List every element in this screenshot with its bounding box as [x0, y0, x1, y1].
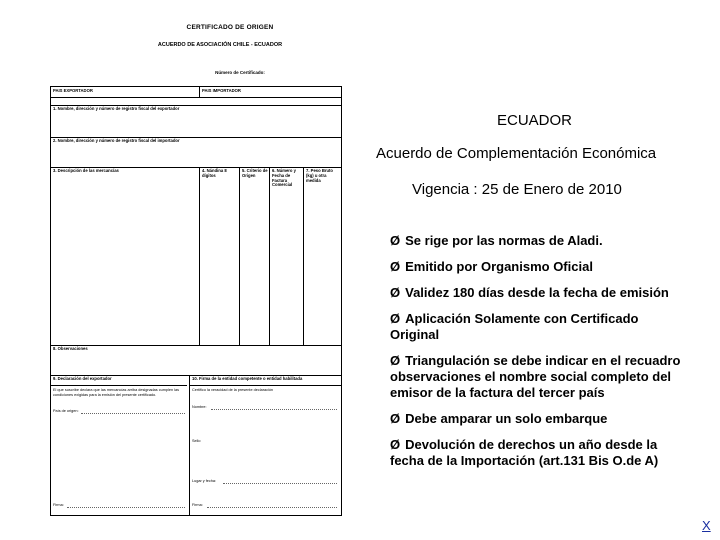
field-exporter-declaration: 9. Declaración del exportador [53, 376, 112, 381]
origin-country-line [81, 413, 185, 414]
slide-nav-link[interactable]: X [702, 518, 711, 533]
bullet-text: Validez 180 días desde la fecha de emisión [405, 285, 669, 300]
slide-validity: Vigencia : 25 de Enero de 2010 [412, 181, 622, 198]
form-rule [199, 87, 200, 97]
seal-label: Sello [192, 439, 201, 443]
form-rule [51, 385, 187, 386]
field-importer: 2. Nombre, dirección y número de registro fiscal del importador [53, 138, 180, 143]
signature-right-label: Firma: [192, 503, 203, 507]
field-importing-country: PAIS IMPORTADOR [202, 88, 241, 93]
slide-country: ECUADOR [497, 112, 573, 129]
field-observations: 8. Observaciones [53, 346, 88, 351]
form-rule [189, 385, 341, 386]
list-item [390, 411, 690, 427]
list-item [390, 259, 690, 275]
bullet-text: Emitido por Organismo Oficial [405, 259, 593, 274]
name-line [211, 409, 337, 410]
signature-left-line [67, 507, 185, 508]
signature-right-line [207, 507, 337, 508]
arrow-bullet-icon: Ø [390, 353, 401, 368]
bullet-text: Devolución de derechos un año desde la fecha de la Importación (art.131 Bis O.de A) [390, 437, 659, 468]
field-exporter: 1. Nombre, dirección y número de registro fiscal del exportador [53, 106, 180, 111]
declaration-text: El que suscribe declara que las mercancías arriba designadas cumplen las condiciones exigidas para la emisión del presente certificado. [53, 388, 179, 397]
arrow-bullet-icon: Ø [390, 285, 401, 300]
list-item [390, 437, 690, 469]
form-rule [189, 375, 190, 516]
bullet-list [390, 233, 690, 479]
list-item [390, 311, 690, 343]
slide-agreement: Acuerdo de Complementación Económica [376, 145, 657, 162]
arrow-bullet-icon: Ø [390, 437, 401, 452]
field-invoice: 6. Número y Fecha de Factura Comercial [272, 168, 296, 188]
certificate-number-label: Número de Certificado: [215, 70, 265, 75]
certificate-title: CERTIFICADO DE ORIGEN [186, 24, 274, 31]
form-rule [239, 167, 240, 345]
form-rule [199, 167, 200, 345]
field-gross-weight: 7. Peso Bruto (kg) u otra medida [306, 168, 333, 183]
arrow-bullet-icon: Ø [390, 233, 401, 248]
field-exporting-country: PAIS EXPORTADOR [53, 88, 93, 93]
field-authority-signature: 10. Firma de la entidad competente o entidad habilitada [192, 376, 303, 381]
place-date-label: Lugar y fecha: [192, 479, 217, 483]
list-item [390, 353, 690, 401]
arrow-bullet-icon: Ø [390, 259, 401, 274]
bullet-text: Debe amparar un solo embarque [405, 411, 608, 426]
arrow-bullet-icon: Ø [390, 411, 401, 426]
field-origin-criterion: 5. Criterio de Origen [242, 168, 268, 178]
bullet-text: Aplicación Solamente con Certificado Original [390, 311, 639, 342]
bullet-text: Se rige por las normas de Aladi. [405, 233, 603, 248]
certificate-subtitle: ACUERDO DE ASOCIACIÓN CHILE - ECUADOR [157, 42, 283, 48]
list-item [390, 233, 690, 249]
place-date-line [223, 483, 337, 484]
list-item [390, 285, 690, 301]
signature-left-label: Firma: [53, 503, 64, 507]
certificate-form [50, 86, 342, 516]
bullet-text: Triangulación se debe indicar en el recuadro observaciones el nombre social completo del emisor de la factura del tercer país [390, 353, 681, 400]
form-rule [303, 167, 304, 345]
arrow-bullet-icon: Ø [390, 311, 401, 326]
form-rule [269, 167, 270, 345]
name-label: Nombre: [192, 405, 207, 409]
form-rule [51, 345, 341, 346]
origin-country-label: País de origen: [53, 409, 79, 413]
certification-text: Certifico la veracidad de la presente declaración [192, 388, 274, 392]
field-tariff-code: 4. Nándina 8 dígitos [202, 168, 227, 178]
form-rule [51, 97, 341, 98]
field-goods-description: 3. Descripción de las mercancías [53, 168, 119, 173]
